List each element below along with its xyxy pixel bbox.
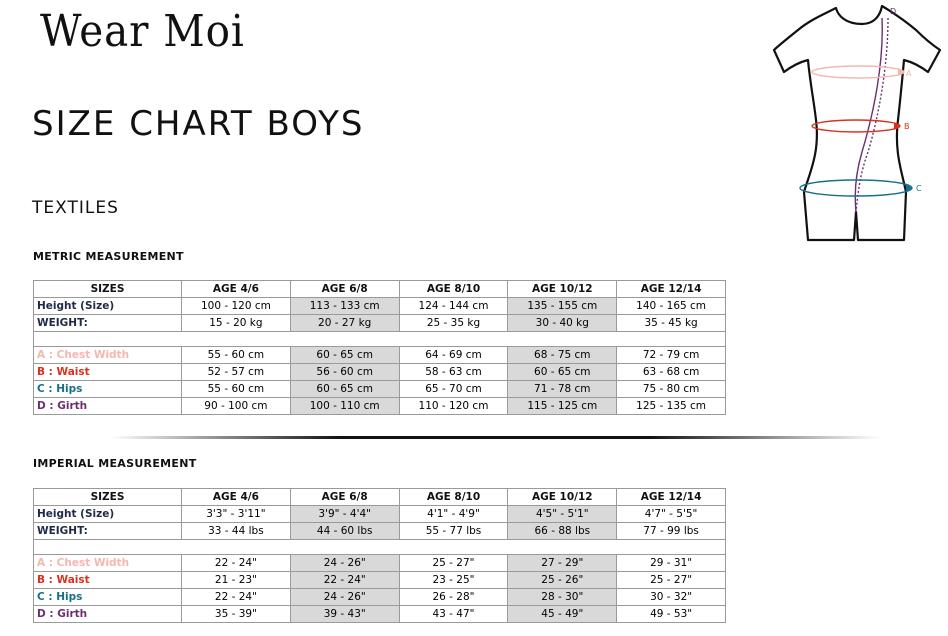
row-label: B : Waist bbox=[34, 572, 182, 589]
table-cell: 100 - 120 cm bbox=[182, 298, 291, 315]
row-label: Height (Size) bbox=[34, 506, 182, 523]
column-header: SIZES bbox=[34, 281, 182, 298]
table-cell: 29 - 31" bbox=[617, 555, 726, 572]
table-cell: 52 - 57 cm bbox=[182, 364, 291, 381]
column-header: AGE 12/14 bbox=[617, 489, 726, 506]
table-cell: 35 - 45 kg bbox=[617, 315, 726, 332]
figure-marker-b: B bbox=[904, 122, 910, 131]
table-header-row bbox=[34, 281, 726, 298]
column-header: AGE 8/10 bbox=[399, 281, 508, 298]
table-cell: 30 - 32" bbox=[617, 589, 726, 606]
table-cell: 56 - 60 cm bbox=[290, 364, 399, 381]
table-cell: 24 - 26" bbox=[290, 555, 399, 572]
figure-marker-c: C bbox=[916, 184, 922, 193]
table-cell: 4'5" - 5'1" bbox=[508, 506, 617, 523]
table-cell: 25 - 27" bbox=[617, 572, 726, 589]
metric-table bbox=[33, 280, 726, 415]
table-cell: 44 - 60 lbs bbox=[290, 523, 399, 540]
figure-outline bbox=[774, 6, 940, 240]
table-row bbox=[34, 523, 726, 540]
metric-heading: METRIC MEASUREMENT bbox=[33, 250, 184, 263]
table-row bbox=[34, 315, 726, 332]
table-cell: 27 - 29" bbox=[508, 555, 617, 572]
table-cell: 23 - 25" bbox=[399, 572, 508, 589]
column-header: AGE 10/12 bbox=[508, 281, 617, 298]
waist-ellipse bbox=[812, 120, 900, 132]
table-cell: 25 - 26" bbox=[508, 572, 617, 589]
table-row bbox=[34, 589, 726, 606]
table-cell: 90 - 100 cm bbox=[182, 398, 291, 415]
row-label: A : Chest Width bbox=[34, 555, 182, 572]
table-cell: 58 - 63 cm bbox=[399, 364, 508, 381]
table-spacer-row bbox=[34, 540, 726, 555]
row-label: A : Chest Width bbox=[34, 347, 182, 364]
table-cell: 68 - 75 cm bbox=[508, 347, 617, 364]
table-cell: 22 - 24" bbox=[290, 572, 399, 589]
blank-cell bbox=[34, 332, 726, 347]
table-cell: 66 - 88 lbs bbox=[508, 523, 617, 540]
figure-marker-a: A bbox=[906, 69, 912, 78]
table-row bbox=[34, 606, 726, 623]
table-cell: 125 - 135 cm bbox=[617, 398, 726, 415]
table-cell: 4'7" - 5'5" bbox=[617, 506, 726, 523]
table-cell: 140 - 165 cm bbox=[617, 298, 726, 315]
table-cell: 21 - 23" bbox=[182, 572, 291, 589]
column-header: AGE 4/6 bbox=[182, 281, 291, 298]
table-cell: 20 - 27 kg bbox=[290, 315, 399, 332]
table-row bbox=[34, 398, 726, 415]
page-title: SIZE CHART BOYS bbox=[32, 104, 365, 144]
table-cell: 28 - 30" bbox=[508, 589, 617, 606]
table-row bbox=[34, 572, 726, 589]
table-cell: 124 - 144 cm bbox=[399, 298, 508, 315]
page-subtitle: TEXTILES bbox=[32, 198, 119, 218]
chest-ellipse bbox=[812, 66, 904, 78]
table-row bbox=[34, 506, 726, 523]
table-row bbox=[34, 381, 726, 398]
table-cell: 55 - 77 lbs bbox=[399, 523, 508, 540]
row-label: B : Waist bbox=[34, 364, 182, 381]
table-cell: 65 - 70 cm bbox=[399, 381, 508, 398]
row-label: D : Girth bbox=[34, 606, 182, 623]
column-header: AGE 8/10 bbox=[399, 489, 508, 506]
table-cell: 72 - 79 cm bbox=[617, 347, 726, 364]
table-cell: 100 - 110 cm bbox=[290, 398, 399, 415]
table-cell: 55 - 60 cm bbox=[182, 347, 291, 364]
row-label: Height (Size) bbox=[34, 298, 182, 315]
table-cell: 60 - 65 cm bbox=[290, 381, 399, 398]
imperial-heading: IMPERIAL MEASUREMENT bbox=[33, 457, 197, 470]
table-cell: 75 - 80 cm bbox=[617, 381, 726, 398]
table-cell: 3'9" - 4'4" bbox=[290, 506, 399, 523]
table-cell: 30 - 40 kg bbox=[508, 315, 617, 332]
table-cell: 45 - 49" bbox=[508, 606, 617, 623]
table-cell: 135 - 155 cm bbox=[508, 298, 617, 315]
column-header: AGE 4/6 bbox=[182, 489, 291, 506]
table-cell: 25 - 35 kg bbox=[399, 315, 508, 332]
column-header: AGE 10/12 bbox=[508, 489, 617, 506]
imperial-table bbox=[33, 488, 726, 623]
table-header-row bbox=[34, 489, 726, 506]
table-cell: 15 - 20 kg bbox=[182, 315, 291, 332]
table-cell: 25 - 27" bbox=[399, 555, 508, 572]
table-cell: 55 - 60 cm bbox=[182, 381, 291, 398]
table-cell: 110 - 120 cm bbox=[399, 398, 508, 415]
table-cell: 24 - 26" bbox=[290, 589, 399, 606]
table-cell: 71 - 78 cm bbox=[508, 381, 617, 398]
table-row bbox=[34, 555, 726, 572]
table-cell: 49 - 53" bbox=[617, 606, 726, 623]
row-label: WEIGHT: bbox=[34, 315, 182, 332]
column-header: AGE 6/8 bbox=[290, 489, 399, 506]
table-cell: 115 - 125 cm bbox=[508, 398, 617, 415]
row-label: C : Hips bbox=[34, 381, 182, 398]
table-cell: 22 - 24" bbox=[182, 555, 291, 572]
brand-logo: Wear Moi bbox=[40, 6, 245, 57]
row-label: D : Girth bbox=[34, 398, 182, 415]
table-cell: 60 - 65 cm bbox=[290, 347, 399, 364]
row-label: C : Hips bbox=[34, 589, 182, 606]
table-cell: 77 - 99 lbs bbox=[617, 523, 726, 540]
table-cell: 35 - 39" bbox=[182, 606, 291, 623]
body-measurement-figure-icon bbox=[770, 2, 946, 246]
row-label: WEIGHT: bbox=[34, 523, 182, 540]
table-cell: 64 - 69 cm bbox=[399, 347, 508, 364]
blank-cell bbox=[34, 540, 726, 555]
table-cell: 39 - 43" bbox=[290, 606, 399, 623]
figure-marker-d: D bbox=[890, 7, 897, 16]
table-cell: 63 - 68 cm bbox=[617, 364, 726, 381]
table-cell: 60 - 65 cm bbox=[508, 364, 617, 381]
table-cell: 4'1" - 4'9" bbox=[399, 506, 508, 523]
table-cell: 3'3" - 3'11" bbox=[182, 506, 291, 523]
table-cell: 33 - 44 lbs bbox=[182, 523, 291, 540]
table-cell: 43 - 47" bbox=[399, 606, 508, 623]
table-cell: 26 - 28" bbox=[399, 589, 508, 606]
column-header: SIZES bbox=[34, 489, 182, 506]
column-header: AGE 6/8 bbox=[290, 281, 399, 298]
table-row bbox=[34, 298, 726, 315]
table-row bbox=[34, 364, 726, 381]
table-cell: 22 - 24" bbox=[182, 589, 291, 606]
table-cell: 113 - 133 cm bbox=[290, 298, 399, 315]
column-header: AGE 12/14 bbox=[617, 281, 726, 298]
table-spacer-row bbox=[34, 332, 726, 347]
girth-line bbox=[855, 18, 882, 212]
table-row bbox=[34, 347, 726, 364]
section-divider bbox=[110, 436, 880, 439]
